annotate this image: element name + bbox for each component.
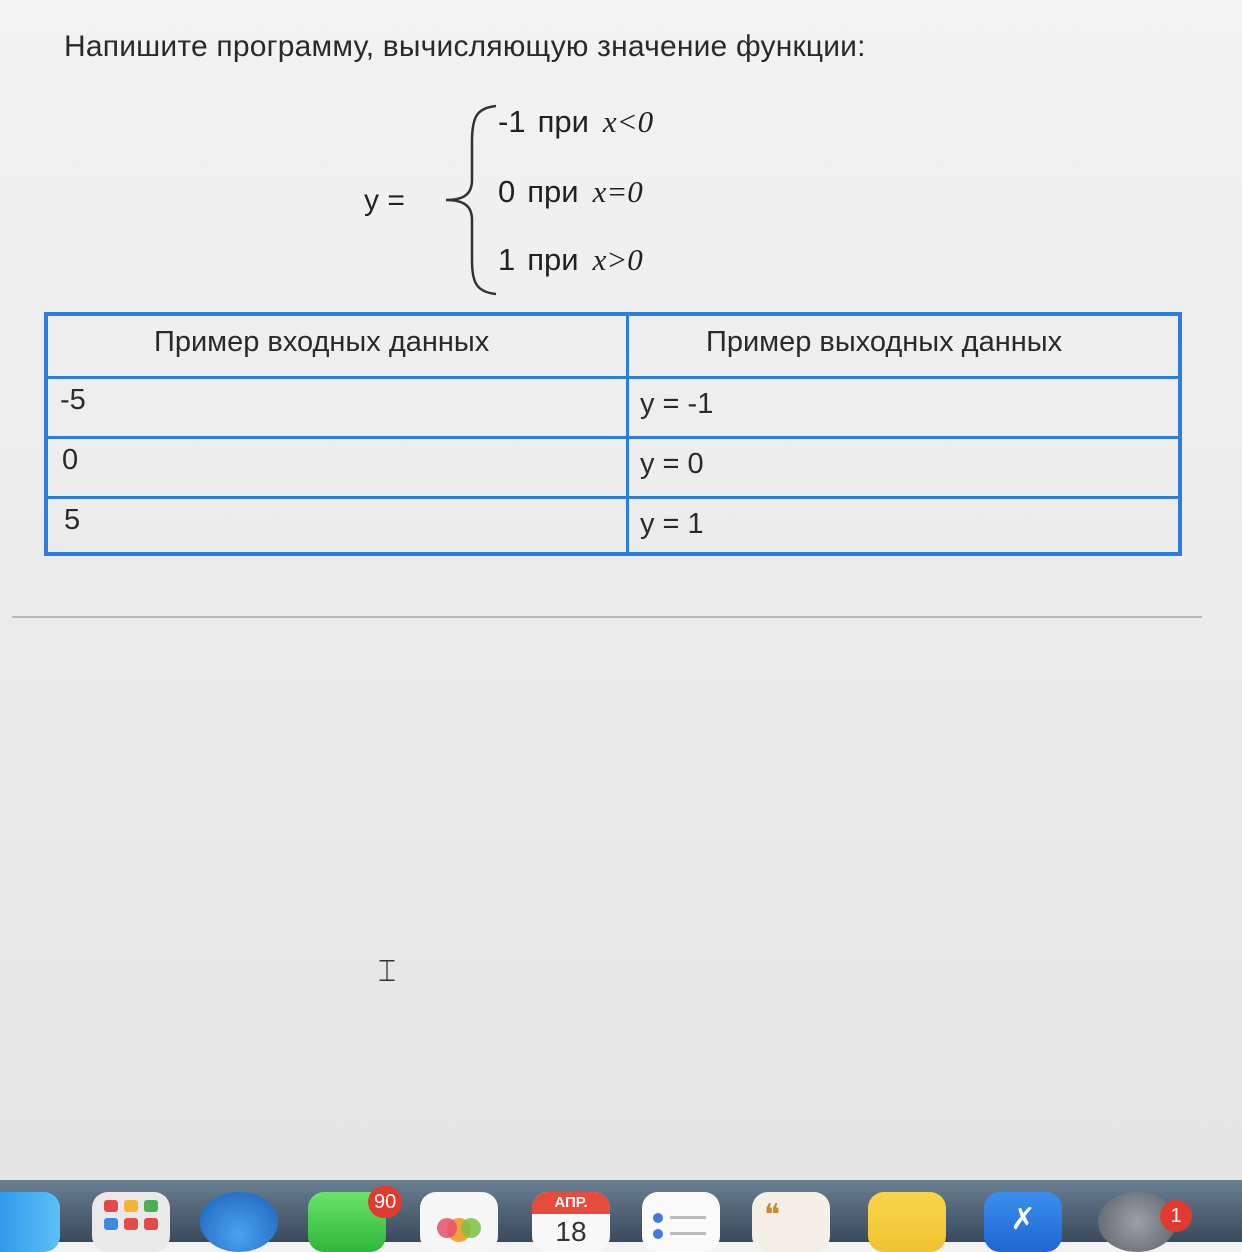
calendar-icon[interactable] xyxy=(532,1192,610,1252)
quotes-app-icon[interactable] xyxy=(752,1192,830,1252)
launchpad-icon[interactable] xyxy=(92,1192,170,1252)
io-examples-table xyxy=(44,312,1182,556)
curly-brace-icon xyxy=(440,102,500,298)
table-header-input: Пример входных данных xyxy=(154,326,490,358)
table-row-divider xyxy=(48,436,1178,439)
calendar-day: 18 xyxy=(555,1216,587,1247)
page-title: Напишите программу, вычисляющую значение функции: xyxy=(64,30,866,63)
messages-badge: 90 xyxy=(368,1186,402,1218)
table-cell-output: y = -1 xyxy=(640,388,714,420)
case-value: 0 xyxy=(498,174,516,209)
case-word: при xyxy=(527,242,579,277)
case-condition: x>0 xyxy=(592,242,643,277)
safari-icon[interactable] xyxy=(200,1192,278,1252)
launchpad-grid-icon xyxy=(92,1192,170,1242)
table-header-output: Пример выходных данных xyxy=(706,326,1063,358)
case-condition: x<0 xyxy=(602,104,654,139)
dock xyxy=(0,1180,1242,1247)
quote-mark-icon: ❝ xyxy=(764,1198,781,1233)
table-cell-output: y = 0 xyxy=(640,448,704,480)
xcode-icon[interactable] xyxy=(984,1192,1062,1252)
text-cursor-icon: ⌶ xyxy=(378,954,396,989)
photos-icon[interactable] xyxy=(420,1192,498,1252)
formula-case-zero xyxy=(498,174,643,210)
finder-icon[interactable] xyxy=(0,1192,60,1252)
case-word: при xyxy=(537,104,589,139)
reminders-list-icon xyxy=(642,1192,720,1242)
photos-flower-icon xyxy=(420,1192,498,1242)
section-divider xyxy=(12,616,1202,618)
table-column-divider xyxy=(626,316,629,552)
x-glyph-icon: ✗ xyxy=(1010,1203,1036,1236)
table-cell-input: 5 xyxy=(64,504,81,536)
case-condition: x=0 xyxy=(592,174,643,209)
case-word: при xyxy=(527,174,579,209)
calendar-month: АПР. xyxy=(554,1194,588,1211)
table-row-divider xyxy=(48,496,1178,499)
formula-case-positive xyxy=(498,242,643,278)
piecewise-formula xyxy=(0,0,1242,300)
reminders-icon[interactable] xyxy=(642,1192,720,1252)
notes-icon[interactable] xyxy=(868,1192,946,1252)
table-cell-input: 0 xyxy=(62,444,79,476)
case-value: 1 xyxy=(498,242,516,277)
table-row-divider xyxy=(48,376,1178,379)
table-cell-input: -5 xyxy=(60,384,86,416)
settings-badge: 1 xyxy=(1160,1200,1192,1232)
case-value: -1 xyxy=(498,104,526,139)
formula-case-negative xyxy=(498,104,653,140)
formula-lhs: y = xyxy=(364,184,405,217)
table-cell-output: y = 1 xyxy=(640,508,704,540)
